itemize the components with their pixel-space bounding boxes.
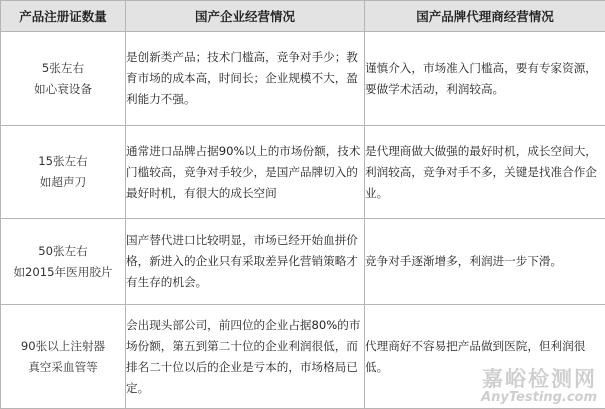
header-domestic-enterprise: 国产企业经营情况 — [126, 1, 365, 32]
table-row — [1, 126, 605, 219]
count-line: 5张左右 — [1, 58, 125, 79]
watermark-text: 嘉峪检测网 — [481, 367, 597, 391]
domestic-enterprise-cell: 国产替代进口比较明显，市场已经开始血拼价格，新进入的企业只有采取差异化营销策略才有生存的机会。 — [126, 219, 365, 305]
count-line: 15张左右 — [1, 151, 125, 172]
header-domestic-agent: 国产品牌代理商经营情况 — [365, 1, 605, 32]
domestic-enterprise-cell: 会出现头部公司，前四位的企业占据80%的市场份额，第五到第二十位的企业利润很低，而排名二十位以后的企业是亏本的，市场格局已定。 — [126, 305, 365, 409]
domestic-agent-cell: 谨慎介入，市场准入门槛高，要有专家资源，要做学术活动，利润较高。 — [365, 32, 605, 126]
domestic-enterprise-cell: 是创新类产品；技术门槛高，竞争对手少；教育市场的成本高，时间长；企业规模不大，盈利能力不强。 — [126, 32, 365, 126]
registration-count-cell — [1, 126, 126, 219]
domestic-agent-cell: 代理商好不容易把产品做到医院，但利润很低。 — [365, 305, 605, 409]
domestic-enterprise-cell: 通常进口品牌占据90%以上的市场份额，技术门槛较高，竞争对手较少，是国产品牌切入的最好时机，有很大的成长空间 — [126, 126, 365, 219]
header-row — [1, 1, 605, 32]
example-line: 真空采血管等 — [1, 357, 125, 378]
table-row — [1, 219, 605, 305]
example-line: 如心衰设备 — [1, 79, 125, 100]
example-line: 如2015年医用胶片 — [1, 262, 125, 283]
registration-count-cell — [1, 219, 126, 305]
count-line: 50张左右 — [1, 241, 125, 262]
registration-count-cell — [1, 305, 126, 409]
table-row — [1, 32, 605, 126]
registration-count-cell — [1, 32, 126, 126]
header-registration-count: 产品注册证数量 — [1, 1, 126, 32]
count-line: 90张以上注射器 — [1, 336, 125, 357]
example-line: 如超声刀 — [1, 172, 125, 193]
domestic-agent-cell: 是代理商做大做强的最好时机，成长空间大，利润较高，竞争对手不多，关键是找准合作企业。 — [365, 126, 605, 219]
domestic-agent-cell: 竞争对手逐渐增多，利润进一步下滑。 — [365, 219, 605, 305]
watermark-url: AnyTesting.com — [481, 391, 597, 405]
table-row — [1, 305, 605, 409]
